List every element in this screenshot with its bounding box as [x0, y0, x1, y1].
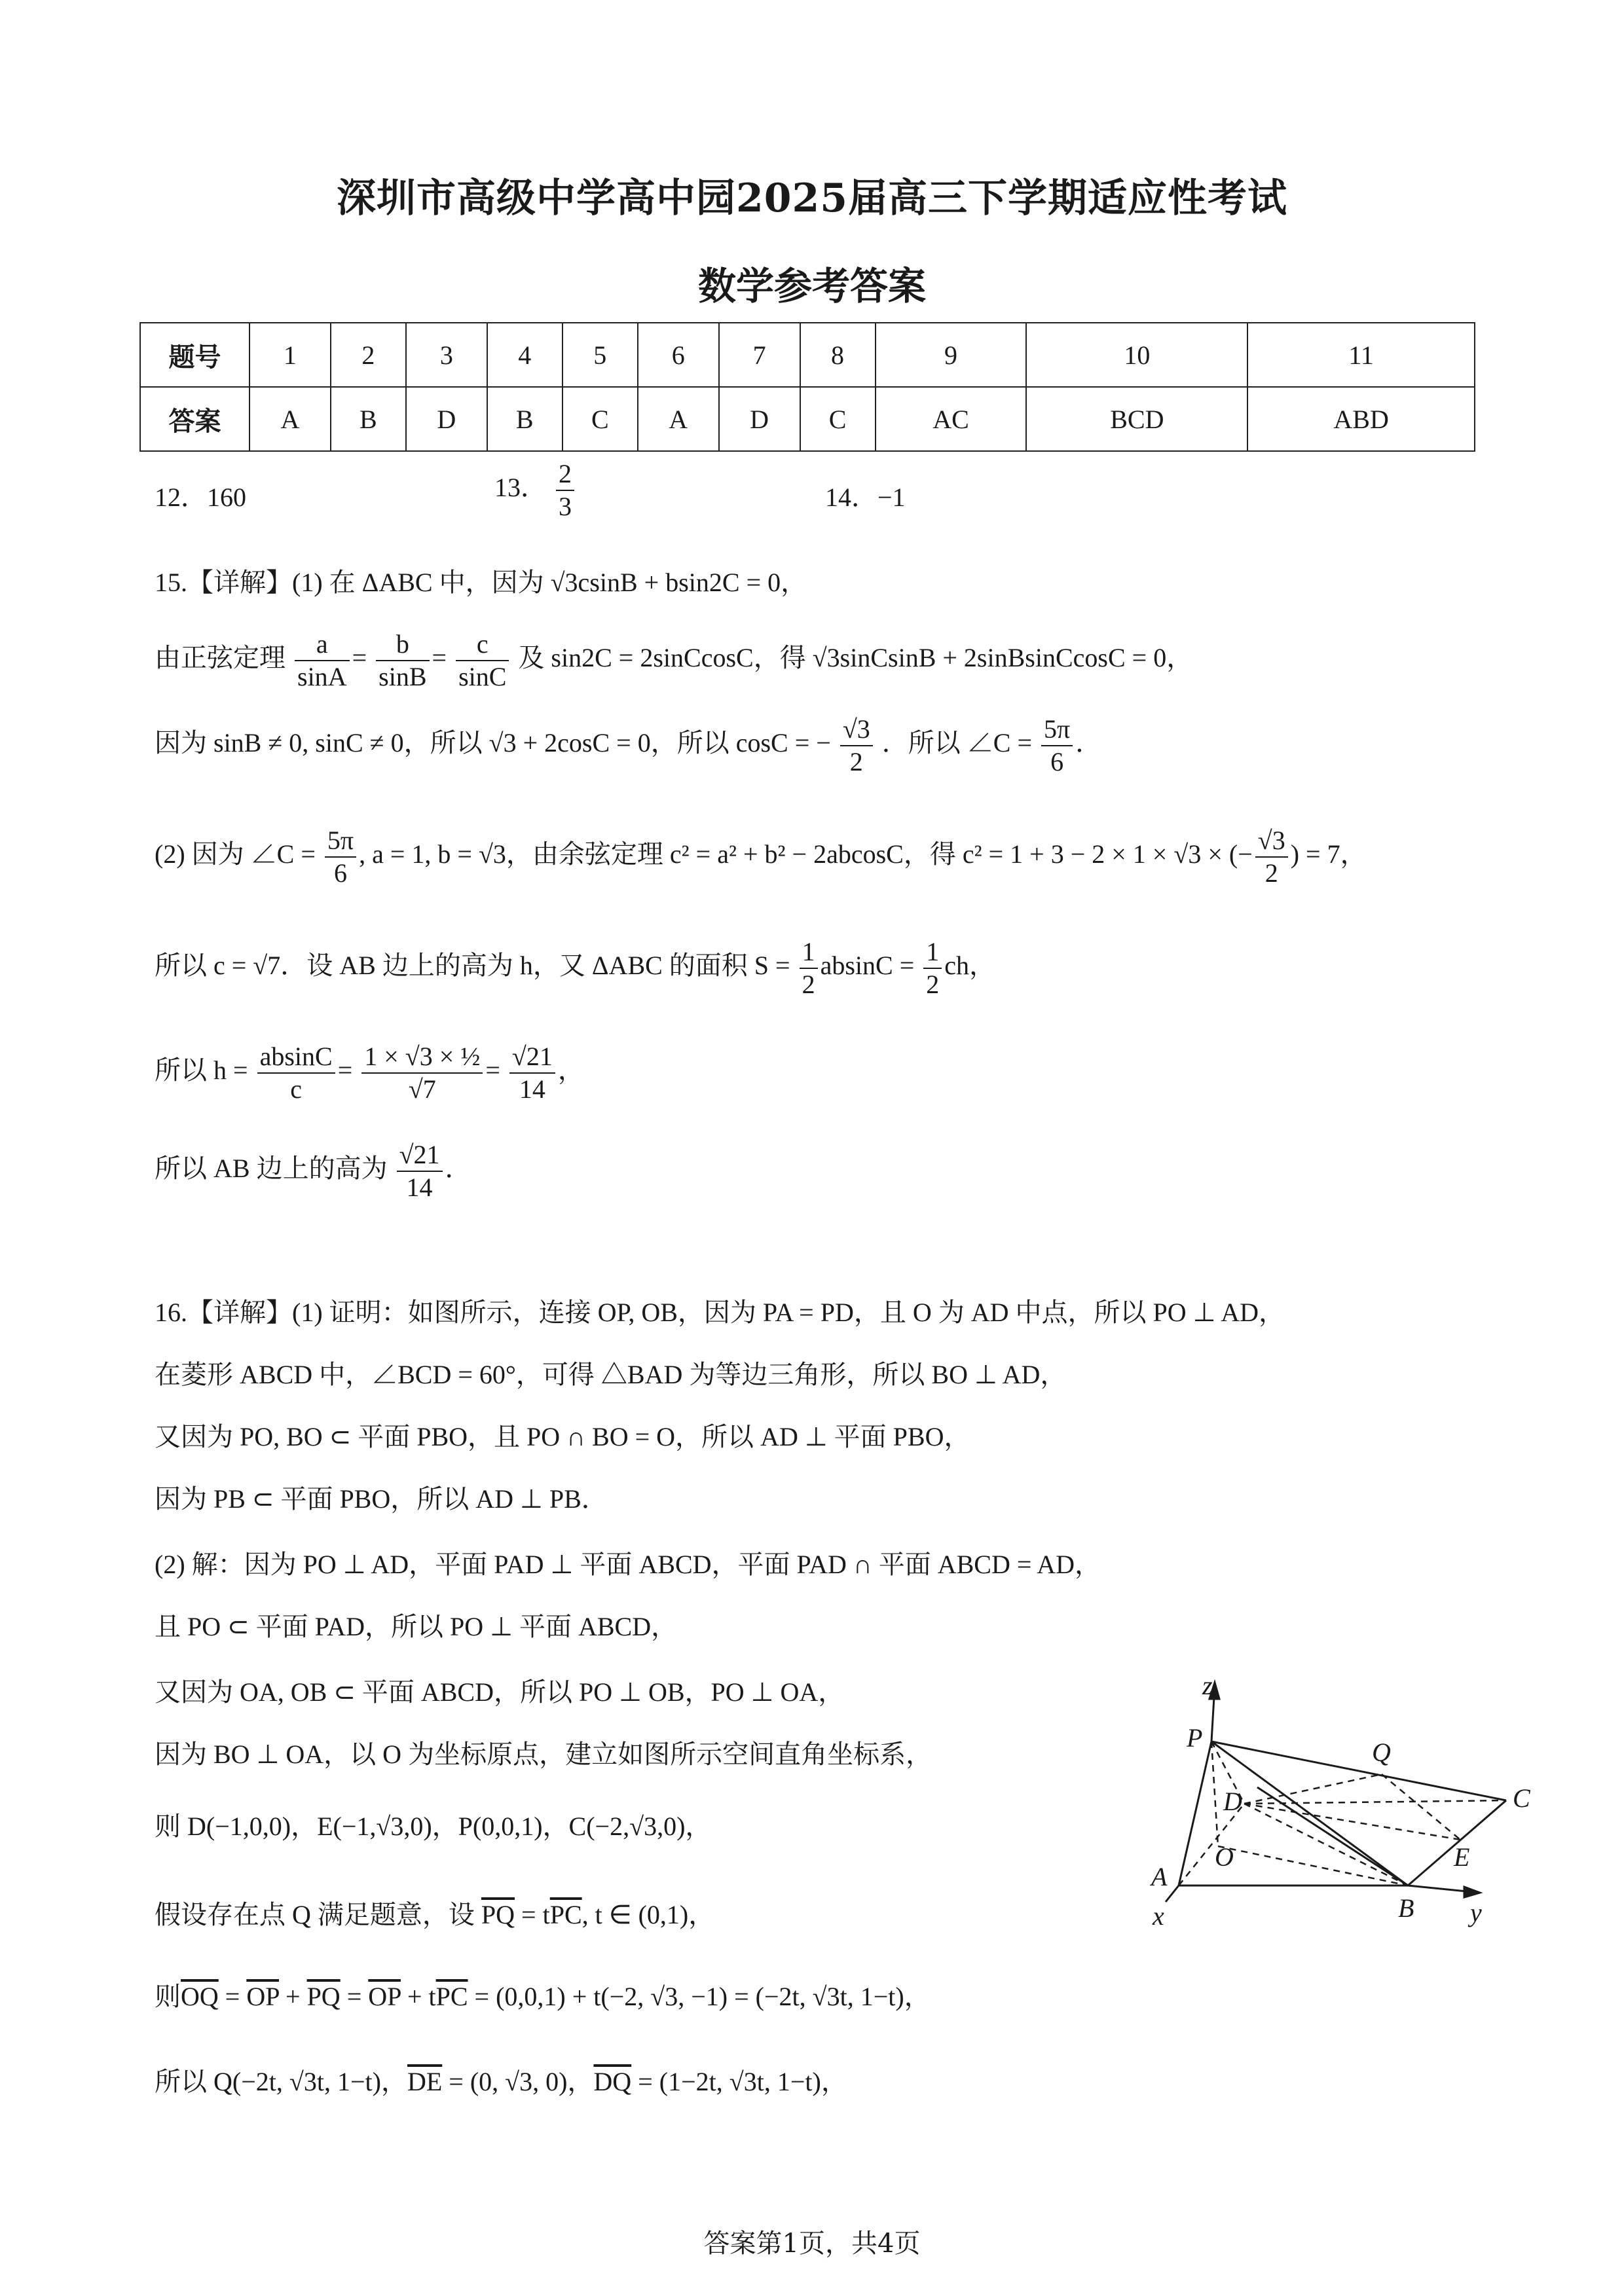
- label-O: O: [1215, 1842, 1234, 1872]
- q15-line-3: 因为 sinB ≠ 0, sinC ≠ 0，所以 √3 + 2cosC = 0，所以 cosC = − $\frac{√3}{2}$ ．所以 ∠C = $\frac{5\pi}{6}$ ．: [155, 714, 1102, 776]
- label-E: E: [1454, 1842, 1470, 1872]
- label-z: z: [1202, 1676, 1213, 1700]
- answer-13: [494, 458, 577, 522]
- question-number: 10: [1026, 323, 1247, 387]
- q15-line-6: 所以 h = $\frac{absinC}{c}$ = $\frac{\text{1 × √3 × ½}}{√7}$ = $\frac{√21}{14}$ ，: [155, 1042, 584, 1104]
- page-footer: 答案第1页，共4页: [703, 2229, 921, 2259]
- q15-line-4: (2) 因为 ∠C = $\frac{5\pi}{6}$ , a = 1, b = √3，由余弦定理 c² = a² + b² − 2abcosC，得 c² = 1 + 3 − 2 × 1 × √3 × (− $\frac{√3}{2}$ ) = 7，: [155, 826, 1367, 888]
- q15-line-2: 由正弦定理 $\frac{a}{\sin A}$ = $\frac{b}{\sin B}$ = $\frac{c}{\sin C}$ 及 sin2C = 2sinCcosC，得 √3sinCsinB + 2sinBsinCcosC = 0，: [155, 629, 1193, 691]
- pyramid-figure: [1139, 1676, 1545, 1951]
- answer-14: 14．−1: [825, 483, 906, 512]
- edge-DB: [1244, 1804, 1408, 1886]
- edge-DQ: [1244, 1774, 1382, 1804]
- q16-line-7: 又因为 OA, OB ⊂ 平面 ABCD，所以 PO ⊥ OB，PO ⊥ OA，: [155, 1677, 845, 1707]
- fraction: $\frac{1}{2}$: [800, 936, 818, 1000]
- edge-PO: [1211, 1741, 1218, 1846]
- q16-line-6: 且 PO ⊂ 平面 PAD，所以 PO ⊥ 平面 ABCD，: [155, 1612, 678, 1641]
- answer-cell: ABD: [1247, 387, 1475, 451]
- q16-line-2: 在菱形 ABCD 中，∠BCD = 60°，可得 △BAD 为等边三角形，所以 BO ⊥ AD，: [155, 1360, 1067, 1389]
- question-number: 1: [249, 323, 331, 387]
- question-number: 8: [800, 323, 876, 387]
- q16-line-4: 因为 PB ⊂ 平面 PBO，所以 AD ⊥ PB．: [155, 1484, 608, 1514]
- answer-13-label: 13．: [494, 473, 547, 503]
- q16-line-8: 因为 BO ⊥ OA，以 O 为坐标原点，建立如图所示空间直角坐标系，: [155, 1740, 932, 1769]
- x-axis: [1166, 1886, 1179, 1902]
- question-number: 4: [487, 323, 563, 387]
- answer-cell: B: [487, 387, 563, 451]
- fraction: $\frac{5\pi}{6}$: [325, 825, 356, 889]
- table-row: [140, 323, 1475, 387]
- q15-line-5: 所以 c = √7．设 AB 边上的高为 h，又 ΔABC 的面积 S = $\frac{1}{2}$ absinC = $\frac{1}{2}$ ch，: [155, 937, 996, 999]
- answer-12: 12．160: [155, 483, 246, 512]
- label-A: A: [1151, 1862, 1168, 1891]
- answer-cell: C: [563, 387, 638, 451]
- fraction: $\frac{b}{\sin B}$: [376, 629, 429, 693]
- answer-cell: AC: [876, 387, 1027, 451]
- q16-line-5: (2) 解：因为 PO ⊥ AD，平面 PAD ⊥ 平面 ABCD，平面 PAD ∩ 平面 ABCD = AD，: [155, 1550, 1101, 1579]
- question-number: 9: [876, 323, 1027, 387]
- label-Q: Q: [1372, 1738, 1391, 1767]
- question-number: 3: [406, 323, 487, 387]
- answer-cell: A: [638, 387, 719, 451]
- table-row-label: 答案: [140, 387, 249, 451]
- answer-cell: BCD: [1026, 387, 1247, 451]
- q16-line-10: 假设存在点 Q 满足题意，设 $\overline{PQ} = t\overline{PC}$, t ∈ (0,1)，: [155, 1900, 715, 1929]
- label-D: D: [1223, 1787, 1242, 1816]
- q16-line-12: 所以 Q(−2t, √3t, 1−t)，$\overline{DE} = (0$, √3, 0)，$\overline{DQ} = (1-2t$, √3t, 1−t)，: [155, 2067, 847, 2096]
- fraction: $\frac{a}{\sin A}$: [295, 629, 350, 693]
- answer-cell: A: [249, 387, 331, 451]
- fraction: $\frac{√3}{2}$: [840, 714, 873, 778]
- page-subtitle: 数学参考答案: [697, 264, 926, 308]
- question-number: 6: [638, 323, 719, 387]
- edge-DE: [1244, 1804, 1460, 1840]
- question-number: 2: [331, 323, 406, 387]
- edge-PC: [1211, 1741, 1506, 1800]
- q15-line-1: 15.【详解】(1) 在 ΔABC 中，因为 √3csinB + bsin2C = 0，: [155, 568, 807, 597]
- answer-cell: C: [800, 387, 876, 451]
- edge-DC: [1244, 1800, 1506, 1804]
- y-axis-arrow: [1464, 1887, 1480, 1897]
- label-C: C: [1513, 1783, 1530, 1813]
- question-number: 7: [719, 323, 800, 387]
- label-x: x: [1153, 1901, 1164, 1931]
- fraction: $\frac{c}{\sin C}$: [456, 629, 509, 693]
- answer-cell: D: [406, 387, 487, 451]
- fraction: $\frac{√21}{14}$: [397, 1139, 443, 1203]
- q16-line-3: 又因为 PO, BO ⊂ 平面 PBO，且 PO ∩ BO = O，所以 AD ⊥ 平面 PBO，: [155, 1422, 970, 1451]
- fraction: $\frac{√21}{14}$: [509, 1041, 555, 1105]
- label-y: y: [1470, 1898, 1482, 1927]
- answer-cell: D: [719, 387, 800, 451]
- answer-cell: B: [331, 387, 406, 451]
- table-row-label: 题号: [140, 323, 249, 387]
- answer-table: [139, 322, 1475, 452]
- fraction: $\frac{1}{2}$: [923, 936, 942, 1000]
- table-row: [140, 387, 1475, 451]
- fraction: $\frac{\text{1 × √3 × ½}}{√7}$: [361, 1041, 483, 1105]
- fraction: $\frac{5\pi}{6}$: [1041, 714, 1073, 778]
- q16-line-11: 则$\overline{OQ} = \overline{OP} + \overline{PQ} = \overline{OP} + t\overline{PC} = (0,0,1) + t(-2$, √3, −1) = (−2t, √3t, 1−t)，: [155, 1982, 931, 2011]
- question-number: 5: [563, 323, 638, 387]
- fraction: $\frac{√3}{2}$: [1255, 825, 1288, 889]
- label-P: P: [1187, 1723, 1203, 1753]
- label-B: B: [1398, 1893, 1414, 1923]
- q16-line-1: 16.【详解】(1) 证明：如图所示，连接 OP, OB，因为 PA = PD，且 O 为 AD 中点，所以 PO ⊥ AD，: [155, 1298, 1285, 1327]
- q15-line-7: 所以 AB 边上的高为 $\frac{√21}{14}$ ．: [155, 1140, 471, 1202]
- fraction: $\frac{absinC}{c}$: [257, 1041, 335, 1105]
- q16-line-9: 则 D(−1,0,0)，E(−1,√3,0)，P(0,0,1)，C(−2,√3,0)，: [155, 1812, 712, 1841]
- fraction: $\frac{2}{3}$: [556, 458, 574, 522]
- page-title: 深圳市高级中学高中园2025届高三下学期适应性考试: [337, 175, 1287, 221]
- question-number: 11: [1247, 323, 1475, 387]
